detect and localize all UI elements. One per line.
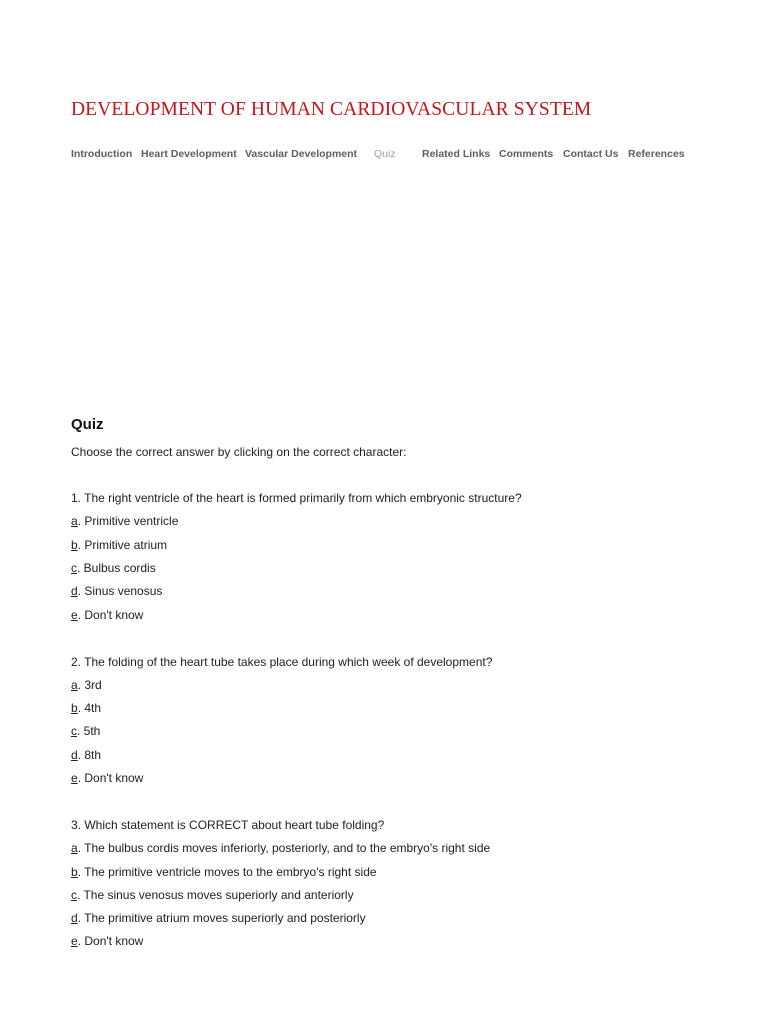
- nav-item-heart-development[interactable]: Heart Development: [141, 148, 237, 160]
- option-text: . Primitive atrium: [77, 538, 168, 552]
- question-2-option-a: [71, 677, 102, 693]
- option-letter-link[interactable]: b: [71, 538, 78, 552]
- option-letter-link[interactable]: e: [71, 608, 78, 622]
- option-text: . 4th: [77, 701, 102, 715]
- quiz-instructions: Choose the correct answer by clicking on the correct character:: [71, 445, 407, 459]
- question-1-option-b: [71, 537, 167, 553]
- question-1-option-d: [71, 583, 162, 599]
- question-1-option-a: [71, 513, 178, 529]
- option-text: . Don't know: [77, 608, 144, 622]
- question-3-option-a: [71, 840, 490, 856]
- option-text: . 3rd: [77, 678, 102, 692]
- nav-item-quiz[interactable]: Quiz: [374, 148, 396, 160]
- question-2-option-d: [71, 747, 101, 763]
- question-3-text: 3. Which statement is CORRECT about heart tube folding?: [71, 818, 385, 832]
- site-title[interactable]: DEVELOPMENT OF HUMAN CARDIOVASCULAR SYSTEM: [71, 99, 592, 120]
- question-3-option-c: [71, 887, 354, 903]
- option-letter-link[interactable]: c: [71, 724, 77, 738]
- question-2-option-c: [71, 723, 100, 739]
- option-text: . The bulbus cordis moves inferiorly, posteriorly, and to the embryo's right side: [77, 841, 491, 855]
- question-1-option-c: [71, 560, 156, 576]
- option-text: . Primitive ventricle: [77, 514, 179, 528]
- question-3-option-b: [71, 864, 377, 880]
- nav-item-vascular-development[interactable]: Vascular Development: [245, 148, 358, 160]
- option-letter-link[interactable]: c: [71, 888, 77, 902]
- question-3-option-e: [71, 933, 143, 949]
- option-text: . The primitive ventricle moves to the embryo's right side: [77, 865, 377, 879]
- option-letter-link[interactable]: d: [71, 748, 78, 762]
- option-letter-link[interactable]: a: [71, 841, 78, 855]
- quiz-heading: Quiz: [71, 416, 104, 433]
- option-letter-link[interactable]: c: [71, 561, 77, 575]
- option-letter-link[interactable]: d: [71, 911, 78, 925]
- question-2-option-e: [71, 770, 143, 786]
- nav-item-references[interactable]: References: [628, 148, 685, 160]
- option-text: . The sinus venosus moves superiorly and anteriorly: [77, 888, 354, 902]
- option-letter-link[interactable]: a: [71, 678, 78, 692]
- option-text: . Don't know: [77, 771, 144, 785]
- option-text: . Bulbus cordis: [77, 561, 156, 575]
- option-text: . Don't know: [77, 934, 144, 948]
- option-letter-link[interactable]: b: [71, 865, 78, 879]
- nav-item-introduction[interactable]: Introduction: [71, 148, 133, 160]
- option-text: . Sinus venosus: [77, 584, 163, 598]
- option-letter-link[interactable]: d: [71, 584, 78, 598]
- nav-item-related-links[interactable]: Related Links: [422, 148, 491, 160]
- option-letter-link[interactable]: b: [71, 701, 78, 715]
- main-nav: [71, 146, 711, 162]
- option-letter-link[interactable]: a: [71, 514, 78, 528]
- option-letter-link[interactable]: e: [71, 771, 78, 785]
- option-text: . 5th: [77, 724, 101, 738]
- option-text: . 8th: [77, 748, 102, 762]
- question-1-option-e: [71, 607, 143, 623]
- question-2-option-b: [71, 700, 101, 716]
- question-1-text: 1. The right ventricle of the heart is formed primarily from which embryonic structure?: [71, 491, 522, 505]
- option-letter-link[interactable]: e: [71, 934, 78, 948]
- nav-item-contact-us[interactable]: Contact Us: [563, 148, 619, 160]
- nav-item-comments[interactable]: Comments: [499, 148, 554, 160]
- option-text: . The primitive atrium moves superiorly and posteriorly: [77, 911, 366, 925]
- question-2-text: 2. The folding of the heart tube takes place during which week of development?: [71, 655, 493, 669]
- question-3-option-d: [71, 910, 366, 926]
